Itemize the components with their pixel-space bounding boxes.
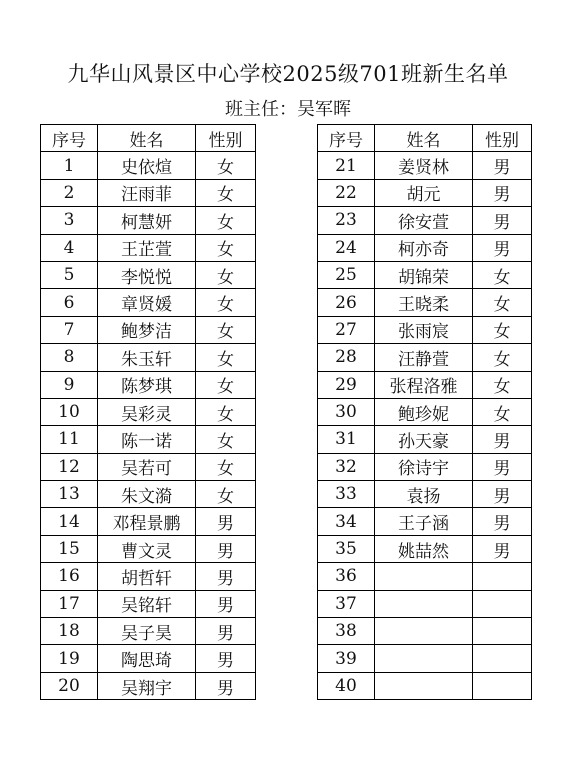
student-sex bbox=[473, 618, 532, 645]
student-sex bbox=[473, 590, 532, 617]
student-row bbox=[41, 152, 256, 179]
student-sex: 男 bbox=[473, 535, 532, 562]
student-sex: 女 bbox=[196, 371, 256, 398]
student-name: 袁扬 bbox=[375, 481, 473, 508]
student-row bbox=[318, 234, 532, 261]
student-number: 38 bbox=[318, 618, 375, 645]
student-number: 40 bbox=[318, 672, 375, 699]
student-number: 27 bbox=[318, 316, 375, 343]
student-sex: 男 bbox=[196, 618, 256, 645]
student-number: 2 bbox=[41, 179, 98, 206]
student-sex: 男 bbox=[473, 426, 532, 453]
student-name: 徐安萱 bbox=[375, 207, 473, 234]
student-sex: 男 bbox=[196, 590, 256, 617]
student-row bbox=[41, 618, 256, 645]
student-number: 10 bbox=[41, 398, 98, 425]
student-row bbox=[318, 344, 532, 371]
student-row bbox=[41, 645, 256, 672]
student-number: 30 bbox=[318, 398, 375, 425]
student-row bbox=[318, 563, 532, 590]
student-number: 32 bbox=[318, 453, 375, 480]
student-row bbox=[41, 426, 256, 453]
student-number: 1 bbox=[41, 152, 98, 179]
student-number: 20 bbox=[41, 672, 98, 699]
student-number: 33 bbox=[318, 481, 375, 508]
student-row bbox=[41, 453, 256, 480]
student-name: 吴子昊 bbox=[98, 618, 196, 645]
header-name: 姓名 bbox=[375, 125, 473, 152]
student-row bbox=[318, 453, 532, 480]
student-number: 3 bbox=[41, 207, 98, 234]
student-sex: 男 bbox=[473, 453, 532, 480]
student-number: 8 bbox=[41, 344, 98, 371]
student-number: 14 bbox=[41, 508, 98, 535]
student-name: 张雨宸 bbox=[375, 316, 473, 343]
student-name bbox=[375, 590, 473, 617]
student-name: 王晓柔 bbox=[375, 289, 473, 316]
student-row bbox=[41, 234, 256, 261]
student-row bbox=[318, 618, 532, 645]
student-number: 16 bbox=[41, 563, 98, 590]
student-name: 鲍珍妮 bbox=[375, 398, 473, 425]
student-sex: 女 bbox=[196, 426, 256, 453]
student-sex: 女 bbox=[473, 261, 532, 288]
header-row bbox=[318, 125, 532, 152]
student-row bbox=[318, 590, 532, 617]
student-row bbox=[318, 426, 532, 453]
student-name: 鲍梦洁 bbox=[98, 316, 196, 343]
roster-body-left bbox=[41, 152, 256, 700]
student-number: 13 bbox=[41, 481, 98, 508]
student-number: 17 bbox=[41, 590, 98, 617]
student-name: 王子涵 bbox=[375, 508, 473, 535]
student-name: 柯慧妍 bbox=[98, 207, 196, 234]
student-sex: 女 bbox=[196, 234, 256, 261]
student-sex: 女 bbox=[196, 453, 256, 480]
student-sex: 男 bbox=[473, 179, 532, 206]
student-name: 吴彩灵 bbox=[98, 398, 196, 425]
student-name bbox=[375, 618, 473, 645]
student-number: 15 bbox=[41, 535, 98, 562]
student-row bbox=[318, 645, 532, 672]
student-row bbox=[41, 179, 256, 206]
student-sex: 男 bbox=[473, 152, 532, 179]
student-name: 孙天豪 bbox=[375, 426, 473, 453]
student-sex: 男 bbox=[473, 508, 532, 535]
student-sex: 女 bbox=[196, 344, 256, 371]
head-teacher-line: 班主任：吴军晖 bbox=[225, 99, 351, 120]
student-name bbox=[375, 645, 473, 672]
student-number: 35 bbox=[318, 535, 375, 562]
student-sex: 女 bbox=[196, 481, 256, 508]
student-sex: 女 bbox=[196, 316, 256, 343]
student-sex: 男 bbox=[196, 645, 256, 672]
student-number: 6 bbox=[41, 289, 98, 316]
student-row bbox=[318, 481, 532, 508]
header-row bbox=[41, 125, 256, 152]
student-number: 22 bbox=[318, 179, 375, 206]
student-name bbox=[375, 672, 473, 699]
student-sex: 女 bbox=[473, 344, 532, 371]
student-row bbox=[41, 535, 256, 562]
page-title: 九华山风景区中心学校2025级701班新生名单 bbox=[67, 62, 509, 86]
student-row bbox=[318, 535, 532, 562]
student-name: 史依煊 bbox=[98, 152, 196, 179]
student-name: 王芷萱 bbox=[98, 234, 196, 261]
student-sex: 女 bbox=[473, 398, 532, 425]
student-sex bbox=[473, 645, 532, 672]
student-number: 39 bbox=[318, 645, 375, 672]
student-row bbox=[318, 207, 532, 234]
student-number: 12 bbox=[41, 453, 98, 480]
student-name: 胡哲轩 bbox=[98, 563, 196, 590]
student-name: 陶思琦 bbox=[98, 645, 196, 672]
student-sex: 男 bbox=[196, 563, 256, 590]
student-name: 吴翔宇 bbox=[98, 672, 196, 699]
student-row bbox=[41, 316, 256, 343]
student-name: 邓程景鹏 bbox=[98, 508, 196, 535]
student-row bbox=[41, 563, 256, 590]
student-sex: 女 bbox=[196, 207, 256, 234]
student-number: 21 bbox=[318, 152, 375, 179]
student-sex: 女 bbox=[196, 152, 256, 179]
student-row bbox=[41, 289, 256, 316]
student-row bbox=[318, 508, 532, 535]
student-row bbox=[41, 261, 256, 288]
student-number: 34 bbox=[318, 508, 375, 535]
student-sex bbox=[473, 672, 532, 699]
student-row bbox=[318, 672, 532, 699]
student-number: 31 bbox=[318, 426, 375, 453]
student-number: 5 bbox=[41, 261, 98, 288]
student-name: 汪静萱 bbox=[375, 344, 473, 371]
student-row bbox=[318, 371, 532, 398]
roster-table-left bbox=[40, 124, 256, 700]
student-sex: 女 bbox=[196, 261, 256, 288]
student-sex: 男 bbox=[196, 672, 256, 699]
student-name: 陈梦琪 bbox=[98, 371, 196, 398]
student-number: 18 bbox=[41, 618, 98, 645]
student-row bbox=[41, 398, 256, 425]
student-sex: 女 bbox=[473, 316, 532, 343]
student-name: 吴若可 bbox=[98, 453, 196, 480]
student-row bbox=[318, 316, 532, 343]
student-sex: 男 bbox=[196, 508, 256, 535]
student-sex: 女 bbox=[196, 398, 256, 425]
student-number: 7 bbox=[41, 316, 98, 343]
student-sex: 女 bbox=[473, 371, 532, 398]
student-name: 柯亦奇 bbox=[375, 234, 473, 261]
student-row bbox=[41, 672, 256, 699]
header-sex: 性别 bbox=[196, 125, 256, 152]
student-name: 姜贤林 bbox=[375, 152, 473, 179]
student-number: 24 bbox=[318, 234, 375, 261]
student-row bbox=[318, 261, 532, 288]
student-sex: 女 bbox=[473, 289, 532, 316]
student-name: 张程洛雅 bbox=[375, 371, 473, 398]
student-row bbox=[318, 289, 532, 316]
student-sex: 男 bbox=[473, 234, 532, 261]
student-number: 25 bbox=[318, 261, 375, 288]
student-number: 9 bbox=[41, 371, 98, 398]
student-number: 23 bbox=[318, 207, 375, 234]
student-name: 陈一诺 bbox=[98, 426, 196, 453]
student-name: 胡元 bbox=[375, 179, 473, 206]
header-sex: 性别 bbox=[473, 125, 532, 152]
student-name: 徐诗宇 bbox=[375, 453, 473, 480]
student-name: 朱玉轩 bbox=[98, 344, 196, 371]
student-row bbox=[318, 179, 532, 206]
roster-body-right bbox=[318, 152, 532, 700]
student-name: 曹文灵 bbox=[98, 535, 196, 562]
student-sex: 男 bbox=[196, 535, 256, 562]
student-row bbox=[318, 398, 532, 425]
student-sex: 女 bbox=[196, 289, 256, 316]
student-name: 汪雨菲 bbox=[98, 179, 196, 206]
student-row bbox=[41, 371, 256, 398]
student-number: 36 bbox=[318, 563, 375, 590]
student-number: 37 bbox=[318, 590, 375, 617]
student-row bbox=[318, 152, 532, 179]
student-row bbox=[41, 508, 256, 535]
student-sex: 女 bbox=[196, 179, 256, 206]
student-number: 29 bbox=[318, 371, 375, 398]
student-number: 26 bbox=[318, 289, 375, 316]
header-number: 序号 bbox=[318, 125, 375, 152]
student-number: 11 bbox=[41, 426, 98, 453]
student-number: 19 bbox=[41, 645, 98, 672]
student-sex: 男 bbox=[473, 481, 532, 508]
student-name: 胡锦荣 bbox=[375, 261, 473, 288]
student-row bbox=[41, 207, 256, 234]
student-name: 李悦悦 bbox=[98, 261, 196, 288]
roster-table-right bbox=[317, 124, 532, 700]
header-name: 姓名 bbox=[98, 125, 196, 152]
student-sex bbox=[473, 563, 532, 590]
student-number: 4 bbox=[41, 234, 98, 261]
student-name: 吴铭轩 bbox=[98, 590, 196, 617]
student-row bbox=[41, 344, 256, 371]
student-name bbox=[375, 563, 473, 590]
student-name: 姚喆然 bbox=[375, 535, 473, 562]
header-number: 序号 bbox=[41, 125, 98, 152]
student-name: 章贤媛 bbox=[98, 289, 196, 316]
student-row bbox=[41, 481, 256, 508]
student-sex: 男 bbox=[473, 207, 532, 234]
student-name: 朱文漪 bbox=[98, 481, 196, 508]
student-number: 28 bbox=[318, 344, 375, 371]
student-row bbox=[41, 590, 256, 617]
